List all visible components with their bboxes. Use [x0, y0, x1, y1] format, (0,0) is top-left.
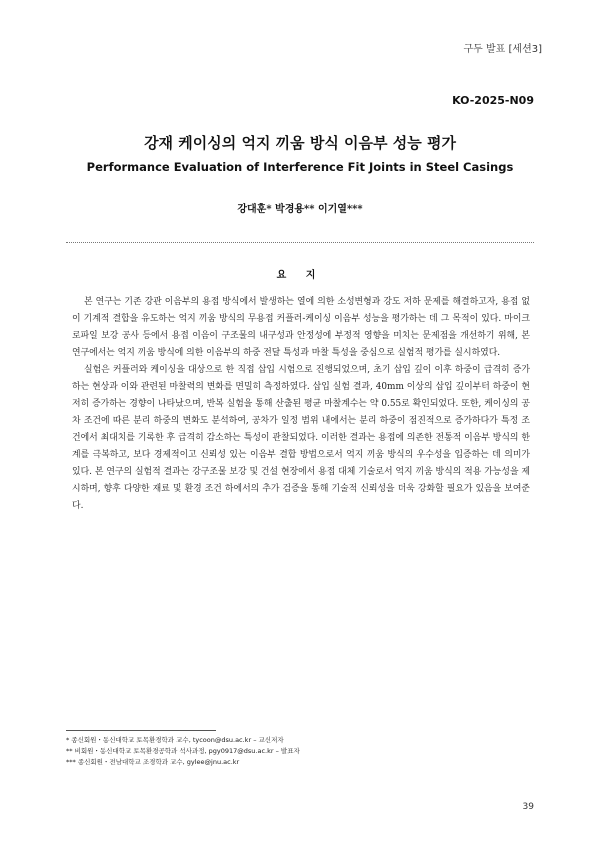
- footnote-1: * 종신회원・동신대학교 토목환경학과 교수, tycoon@dsu.ac.kr – 교신저자: [66, 736, 284, 744]
- footnotes: [66, 735, 536, 768]
- footnote-rule: [66, 730, 216, 731]
- header-divider: [66, 242, 534, 243]
- abstract-paragraph-1: 본 연구는 기존 강관 이음부의 용접 방식에서 발생하는 열에 의한 소성변형과 강도 저하 문제를 해결하고자, 용접 없이 기계적 결합을 유도하는 억지 끼움 방식의 무용접 커플러-케이싱 이음부 성능을 평가하는 데 그 목적이 있다. 마이크로파일 보강 공사 등에서 용접 이음이 구조물의 내구성과 안정성에 부정적 영향을 미치는 문제점을 개선하기 위해, 본 연구에서는 억지 끼움 방식에 의한 이음부의 하중 전달 특성과 마찰 특성을 중심으로 실험적 평가를 실시하였다.: [72, 297, 530, 358]
- abstract-body: [72, 294, 530, 515]
- footnote-3: *** 종신회원・전남대학교 조경학과 교수, gylee@jnu.ac.kr: [66, 758, 240, 766]
- footnote-2: ** 비회원・동신대학교 토목환경공학과 석사과정, pgy0917@dsu.ac.kr – 발표자: [66, 747, 300, 755]
- korean-title: 강재 케이싱의 억지 끼움 방식 이음부 성능 평가: [144, 134, 456, 152]
- abstract-paragraph-2: 실험은 커플러와 케이싱을 대상으로 한 직접 삽입 시험으로 진행되었으며, 초기 삽입 깊이 이후 하중이 급격히 증가하는 현상과 이와 관련된 마찰력의 변화를 면밀히 측정하였다. 삽입 실험 결과, 40mm 이상의 삽입 깊이부터 하중이 현저히 증가하는 경향이 나타났으며, 반복 실험을 통해 산출된 평균 마찰계수는 약 0.55로 확인되었다. 또한, 케이싱의 공차 조건에 따른 분리 하중의 변화도 분석하여, 공차가 일정 범위 내에서는 분리 하중이 점진적으로 증가하다가 특정 조건에서 최대치를 기록한 후 급격히 감소하는 특성이 관찰되었다. 이러한 결과는 용접에 의존한 전통적 이음부 방식의 한계를 극복하고, 보다 경제적이고 신뢰성 있는 이음부 결합 방법으로서 억지 끼움 방식의 우수성을 입증하는 데 의미가 있다. 본 연구의 실험적 결과는 강구조물 보강 및 건설 현장에서 용접 대체 기술로서 억지 끼움 방식의 적용 가능성을 제시하며, 향후 다양한 재료 및 환경 조건 하에서의 추가 검증을 통해 기술적 신뢰성을 더욱 강화할 필요가 있음을 보여준다.: [72, 365, 530, 511]
- author-list: 강대훈* 박경용** 이기열***: [237, 204, 363, 215]
- session-label: 구두 발표 [세션3]: [463, 44, 542, 55]
- abstract-heading: 요 지: [276, 270, 324, 281]
- english-title: Performance Evaluation of Interference Fit Joints in Steel Casings: [86, 160, 514, 174]
- paper-code: KO-2025-N09: [452, 94, 534, 107]
- page-number: 39: [522, 802, 534, 812]
